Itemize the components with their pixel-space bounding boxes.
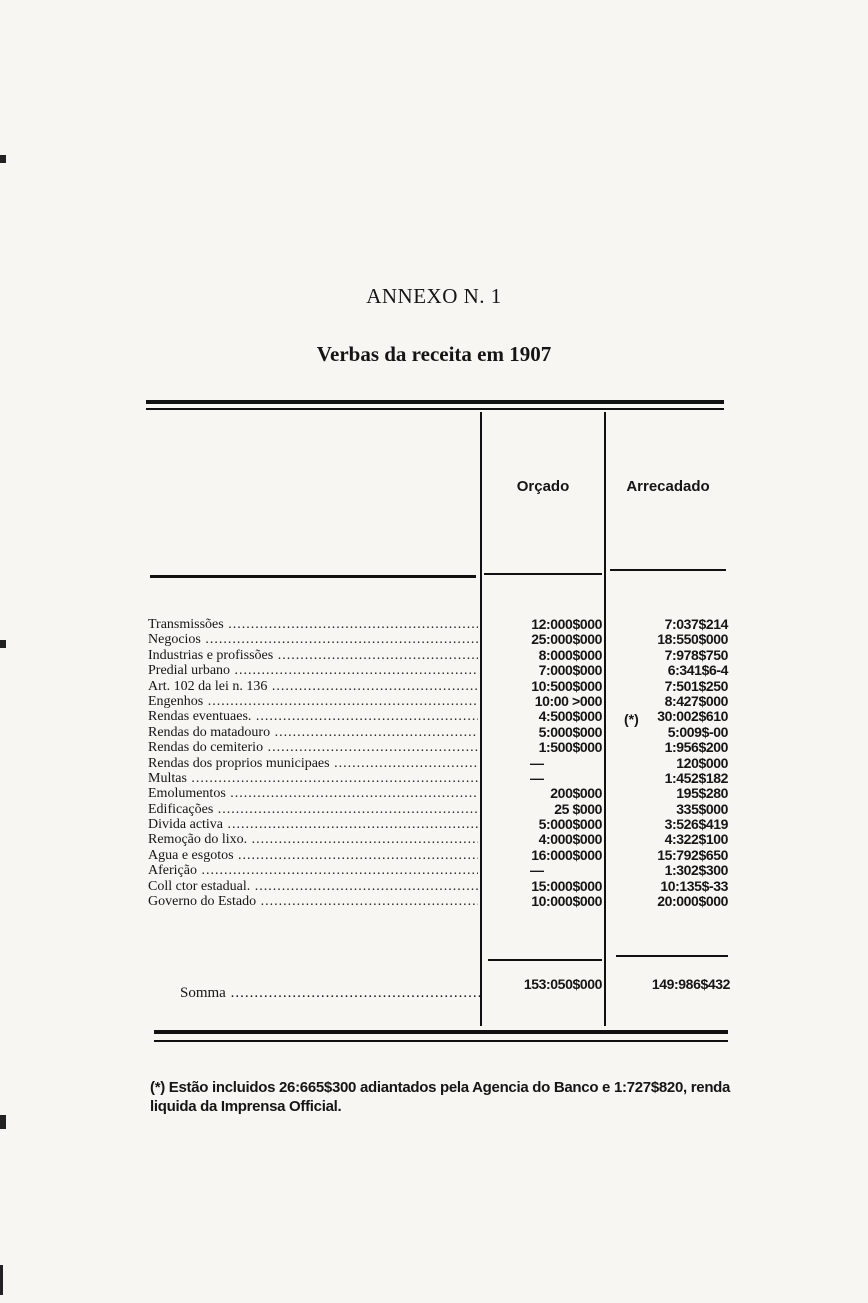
arrecadado-cell: 7:978$750	[664, 646, 728, 663]
row-label: Engenhos .....	[148, 694, 478, 709]
row-label: Agua e esgotos .....	[148, 848, 478, 863]
arrecadado-cell: 120$000	[676, 754, 728, 771]
table-bottom-rule	[154, 1030, 728, 1034]
document-title: ANNEXO N. 1	[366, 284, 502, 308]
document-subtitle: Verbas da receita em 1907	[316, 342, 552, 366]
row-label: Edificações .....	[148, 802, 478, 817]
row-label: Divida activa .....	[148, 817, 478, 832]
row-label: Multas .....	[148, 771, 478, 786]
row-label: Remoção do lixo. .....	[148, 832, 478, 847]
arrecadado-values	[612, 617, 730, 909]
row-label: Predial urbano .....	[148, 663, 478, 678]
arrecadado-cell: 18:550$000	[657, 631, 728, 648]
orcado-cell: 10:500$000	[531, 677, 602, 694]
orcado-values	[486, 617, 604, 909]
orcado-cell: 1:500$000	[538, 739, 602, 756]
orcado-cell: 7:000$000	[538, 662, 602, 679]
row-label: Governo do Estado .....	[148, 894, 478, 909]
arrecadado-cell: 10:135$-33	[660, 877, 728, 894]
header-rule	[610, 569, 726, 571]
arrecadado-cell: 1:956$200	[664, 739, 728, 756]
orcado-cell: 12:000$000	[531, 616, 602, 632]
orcado-cell: 25 $000	[554, 800, 602, 817]
header-rule	[484, 573, 602, 575]
arrecadado-cell: 1:302$300	[664, 862, 728, 879]
arrecadado-cell: 3:526$419	[664, 816, 728, 833]
header-rule	[150, 575, 476, 578]
row-labels	[148, 617, 478, 909]
orcado-cell: 8:000$000	[538, 646, 602, 663]
table-top-rule	[146, 400, 724, 404]
row-label: Rendas eventuaes. .....	[148, 709, 478, 724]
table-bottom-rule-thin	[154, 1040, 728, 1042]
arrecadado-cell: 4:322$100	[664, 831, 728, 848]
row-label: Coll ctor estadual. .....	[148, 879, 478, 894]
row-label: Emolumentos .....	[148, 786, 478, 801]
table-top-rule-thin	[146, 408, 724, 410]
row-label: Art. 102 da lei n. 136 .....	[148, 679, 478, 694]
orcado-cell: 10:000$000	[531, 893, 602, 910]
orcado-cell: —	[530, 862, 544, 879]
arrecadado-cell: 195$280	[676, 785, 728, 802]
note-marker: (*)	[624, 711, 639, 727]
total-label: Somma .....	[180, 985, 480, 1002]
orcado-cell: 15:000$000	[531, 877, 602, 894]
orcado-cell: 5:000$000	[538, 723, 602, 740]
scan-mark	[0, 640, 6, 648]
scan-mark	[0, 155, 6, 163]
orcado-cell: —	[530, 769, 544, 786]
arrecadado-cell: 8:427$000	[664, 692, 728, 709]
row-label: Transmissões .....	[148, 617, 478, 632]
scan-mark	[0, 1265, 3, 1295]
total-rule	[616, 955, 728, 957]
row-label: Aferição .....	[148, 863, 478, 878]
total-arrecadado: 149:986$432	[651, 976, 730, 992]
total-rule	[488, 959, 602, 961]
column-header-arrecadado: Arrecadado	[626, 478, 710, 495]
total-orcado: 153:050$000	[523, 976, 602, 992]
row-label: Rendas do cemiterio .....	[148, 740, 478, 755]
row-label: Negocios .....	[148, 632, 478, 647]
column-divider	[480, 412, 482, 1026]
arrecadado-cell: 5:009$-00	[667, 723, 728, 740]
orcado-cell: 4:500$000	[538, 708, 602, 725]
arrecadado-cell: 335$000	[676, 800, 728, 817]
row-label: Industrias e profissões .....	[148, 648, 478, 663]
orcado-cell: —	[530, 754, 544, 771]
arrecadado-cell: 15:792$650	[657, 846, 728, 863]
orcado-cell: 4:000$000	[538, 831, 602, 848]
footnote: (*) Estão incluidos 26:665$300 adiantados pela Agencia do Banco e 1:727$820, renda liquida da Imprensa Official.	[150, 1079, 731, 1115]
arrecadado-cell: 20:000$000	[657, 893, 728, 910]
column-header-orcado: Orçado	[516, 478, 570, 495]
orcado-cell: 25:000$000	[531, 631, 602, 648]
row-label: Rendas do matadouro .....	[148, 725, 478, 740]
arrecadado-cell: 7:037$214	[664, 616, 728, 632]
orcado-cell: 16:000$000	[531, 846, 602, 863]
row-label: Rendas dos proprios municipaes .....	[148, 756, 478, 771]
column-divider	[604, 412, 606, 1026]
arrecadado-cell: 7:501$250	[664, 677, 728, 694]
arrecadado-cell: 30:002$610	[657, 708, 728, 725]
arrecadado-cell: 6:341$6-4	[667, 662, 728, 679]
orcado-cell: 5:000$000	[538, 816, 602, 833]
scan-mark	[0, 1115, 6, 1129]
orcado-cell: 200$000	[550, 785, 602, 802]
arrecadado-cell: 1:452$182	[664, 769, 728, 786]
orcado-cell: 10:00 >000	[534, 692, 602, 709]
